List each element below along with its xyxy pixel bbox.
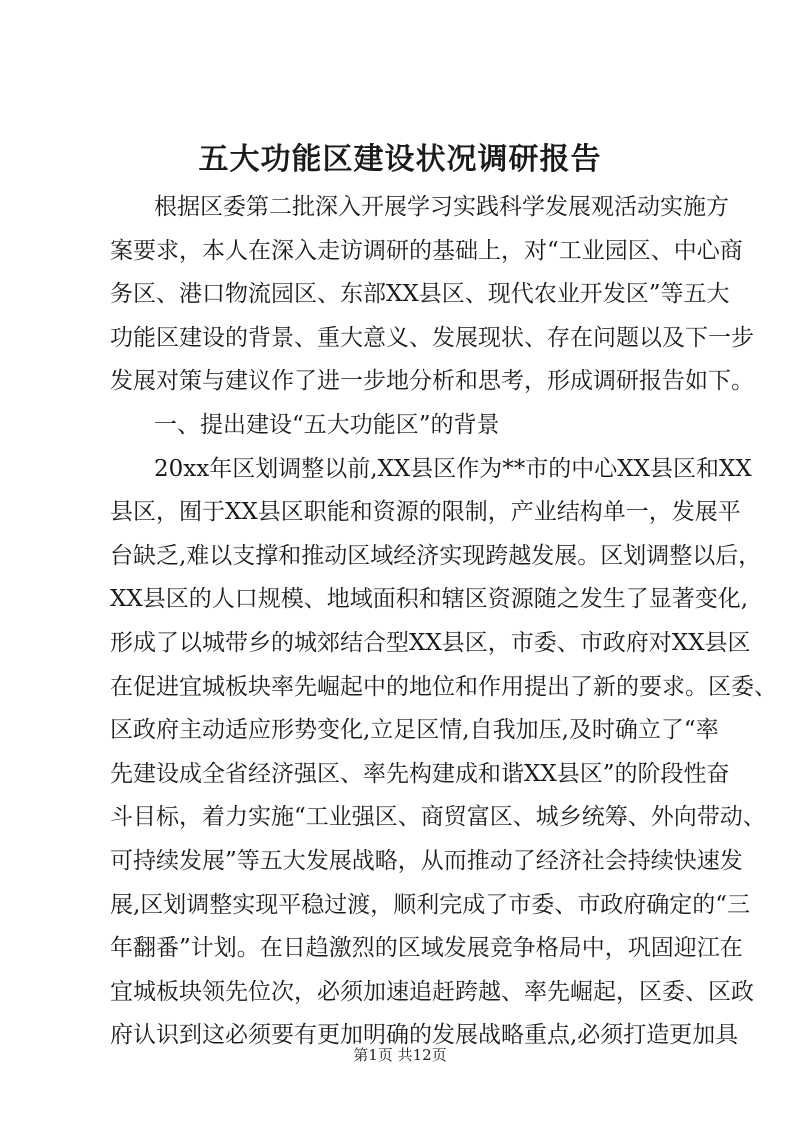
page-footer: 第1页 共12页 bbox=[353, 1046, 447, 1064]
body-line: 形成了以城带乡的城郊结合型XX县区，市委、市政府对XX县区 bbox=[110, 629, 751, 656]
document-title: 五大功能区建设状况调研报告 bbox=[198, 142, 602, 177]
body-line: 台缺乏,难以支撑和推动区域经济实现跨越发展。区划调整以后， bbox=[110, 542, 762, 569]
body-line: XX县区的人口规模、地域面积和辖区资源随之发生了显著变化, bbox=[110, 586, 749, 613]
body-line: 在促进宜城板块率先崛起中的地位和作用提出了新的要求。区委、 bbox=[110, 673, 777, 700]
body-line: 功能区建设的背景、重大意义、发展现状、存在问题以及下一步 bbox=[110, 324, 754, 351]
body-line: 宜城板块领先位次，必须加速追赶跨越、率先崛起，区委、区政 bbox=[110, 978, 754, 1005]
body-line: 展,区划调整实现平稳过渡，顺利完成了市委、市政府确定的“三 bbox=[110, 891, 751, 918]
body-line: 案要求，本人在深入走访调研的基础上，对“工业园区、中心商 bbox=[110, 237, 743, 264]
body-line: 县区，囿于XX县区职能和资源的限制，产业结构单一，发展平 bbox=[110, 499, 741, 526]
body-line: 年翻番”计划。在日趋激烈的区域发展竞争格局中，巩固迎江在 bbox=[110, 935, 743, 962]
body-line: 一、提出建设“五大功能区”的背景 bbox=[154, 411, 500, 438]
body-line: 府认识到这必须要有更加明确的发展战略重点,必须打造更加具 bbox=[110, 1022, 739, 1049]
body-line: 务区、港口物流园区、东部XX县区、现代农业开发区”等五大 bbox=[110, 281, 730, 308]
body-line: 区政府主动适应形势变化,立足区情,自我加压,及时确立了“率 bbox=[110, 717, 719, 744]
body-line: 先建设成全省经济强区、率先构建成和谐XX县区”的阶段性奋 bbox=[110, 760, 730, 787]
document-body bbox=[110, 186, 777, 1058]
body-line: 20xx年区划调整以前,XX县区作为**市的中心XX县区和XX bbox=[154, 455, 752, 482]
body-line: 根据区委第二批深入开展学习实践科学发展观活动实施方 bbox=[154, 194, 729, 220]
body-line: 斗目标，着力实施“工业强区、商贸富区、城乡统筹、外向带动、 bbox=[110, 804, 766, 831]
body-line: 可持续发展”等五大发展战略，从而推动了经济社会持续快速发 bbox=[110, 847, 743, 874]
body-line: 发展对策与建议作了进一步地分析和思考，形成调研报告如下。 bbox=[110, 368, 754, 395]
